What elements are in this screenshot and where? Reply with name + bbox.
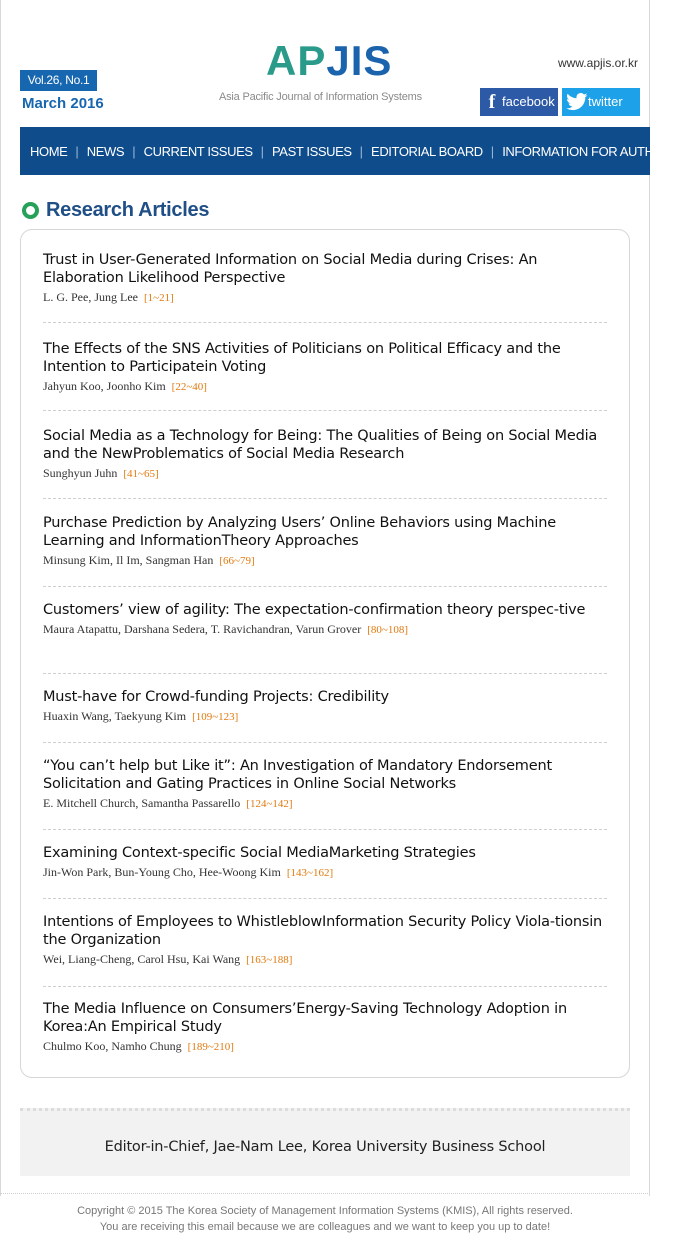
article-item[interactable] — [43, 601, 607, 638]
article-title[interactable]: Examining Context-specific Social MediaMarketing Strategies — [43, 845, 476, 861]
article-meta — [43, 465, 607, 482]
article-meta — [43, 1038, 607, 1055]
article-title[interactable]: “You can’t help but Like it”: An Investigation of Mandatory Endorsement Solicitation and Gating Practices in Online Social Networks — [43, 758, 552, 792]
logo-subtitle: Asia Pacific Journal of Information Systems — [219, 91, 422, 103]
logo-part-ap: AP — [266, 37, 327, 84]
article-item[interactable] — [43, 844, 607, 881]
article-meta — [43, 289, 607, 306]
twitter-button[interactable] — [562, 88, 640, 116]
article-pages: [109~123] — [192, 711, 239, 723]
article-authors: Jahyun Koo, Joonho Kim — [43, 379, 166, 393]
article-divider — [43, 673, 607, 674]
nav-news[interactable]: NEWS — [86, 143, 125, 159]
article-title[interactable]: Trust in User-Generated Information on Social Media during Crises: An Elaboration Likelihood Perspective — [43, 252, 538, 286]
nav-separator: | — [359, 143, 364, 159]
article-authors: E. Mitchell Church, Samantha Passarello — [43, 796, 241, 810]
article-divider — [43, 498, 607, 499]
article-pages: [22~40] — [171, 381, 207, 393]
facebook-label: facebook — [502, 94, 555, 109]
article-title[interactable]: Intentions of Employees to WhistleblowInformation Security Policy Viola-tionsin the Organization — [43, 914, 603, 948]
circle-bullet-icon — [22, 202, 39, 219]
subscription-notice: You are receiving this email because we are colleagues and we want to keep you up to date! — [99, 1221, 551, 1233]
logo-part-jis: JIS — [326, 37, 393, 84]
nav-home[interactable]: HOME — [30, 143, 68, 159]
article-pages: [163~188] — [246, 954, 293, 966]
article-authors: Minsung Kim, Il Im, Sangman Han — [43, 553, 214, 567]
nav-separator: | — [490, 143, 495, 159]
article-meta — [43, 552, 607, 569]
article-item[interactable] — [43, 514, 607, 569]
article-title[interactable]: Must-have for Crowd-funding Projects: Credibility — [43, 689, 389, 705]
issue-date: March 2016 — [22, 95, 104, 112]
article-meta — [43, 708, 607, 725]
article-pages: [66~79] — [219, 555, 255, 567]
facebook-button[interactable] — [480, 88, 558, 116]
article-item[interactable] — [43, 757, 607, 812]
article-item[interactable] — [43, 688, 607, 725]
article-title[interactable]: The Media Influence on Consumers’Energy-Saving Technology Adoption in Korea:An Empirical Study — [43, 1001, 567, 1035]
nav-information-for-authors[interactable]: INFORMATION FOR AUTHORS — [502, 143, 681, 159]
nav-current-issues[interactable]: CURRENT ISSUES — [143, 143, 253, 159]
article-pages: [143~162] — [286, 867, 334, 879]
articles-list — [20, 229, 630, 1078]
article-authors: Huaxin Wang, Taekyung Kim — [43, 709, 187, 723]
footer-editor-band — [20, 1108, 630, 1176]
article-meta — [43, 951, 607, 968]
article-divider — [43, 986, 607, 987]
apjis-logo[interactable] — [266, 37, 393, 84]
copyright-text: Copyright © 2015 The Korea Society of Management Information Systems (KMIS), All rights reserved. — [77, 1205, 573, 1217]
article-authors: Jin-Won Park, Bun-Young Cho, Hee-Woong Kim — [43, 865, 281, 879]
article-divider — [43, 742, 607, 743]
article-divider — [43, 586, 607, 587]
article-authors: Sunghyun Juhn — [43, 466, 118, 480]
article-item[interactable] — [43, 340, 607, 395]
article-authors: Maura Atapattu, Darshana Sedera, T. Ravichandran, Varun Grover — [43, 622, 362, 636]
article-pages: [1~21] — [143, 292, 174, 304]
twitter-bird-icon — [566, 88, 588, 116]
article-item[interactable] — [43, 251, 607, 306]
twitter-label: twitter — [588, 94, 623, 109]
article-divider — [43, 322, 607, 323]
article-pages: [189~210] — [187, 1041, 234, 1053]
article-divider — [43, 410, 607, 411]
issue-badge: Vol.26, No.1 — [20, 70, 97, 91]
article-title[interactable]: The Effects of the SNS Activities of Politicians on Political Efficacy and the Intention to Participatein Voting — [43, 341, 561, 375]
article-pages: [41~65] — [123, 468, 159, 480]
editor-in-chief: Editor-in-Chief, Jae-Nam Lee, Korea University Business School — [104, 1139, 546, 1155]
nav-editorial-board[interactable]: EDITORIAL BOARD — [371, 143, 483, 159]
facebook-icon: f — [488, 91, 496, 113]
article-item[interactable] — [43, 1000, 607, 1055]
article-meta — [43, 621, 607, 638]
article-authors: Wei, Liang-Cheng, Carol Hsu, Kai Wang — [43, 952, 241, 966]
article-authors: L. G. Pee, Jung Lee — [43, 290, 138, 304]
footer-divider — [0, 1193, 650, 1194]
article-divider — [43, 829, 607, 830]
section-title-text: Research Articles — [46, 199, 210, 221]
article-pages: [80~108] — [367, 624, 409, 636]
article-meta — [43, 864, 607, 881]
article-divider — [43, 898, 607, 899]
article-meta — [43, 378, 607, 395]
article-title[interactable]: Social Media as a Technology for Being: The Qualities of Being on Social Media and the NewProblematics of Social Media Research — [43, 428, 598, 462]
article-item[interactable] — [43, 913, 607, 968]
article-meta — [43, 795, 607, 812]
main-nav — [20, 127, 681, 175]
article-authors: Chulmo Koo, Namho Chung — [43, 1039, 182, 1053]
site-url-link[interactable]: www.apjis.or.kr — [557, 56, 638, 70]
nav-separator: | — [75, 143, 79, 159]
article-title[interactable]: Purchase Prediction by Analyzing Users’ Online Behaviors using Machine Learning and InformationTheory Approaches — [43, 515, 556, 549]
article-item[interactable] — [43, 427, 607, 482]
nav-separator: | — [260, 143, 264, 159]
nav-separator: | — [132, 143, 136, 159]
section-title — [22, 199, 209, 222]
nav-past-issues[interactable]: PAST ISSUES — [272, 143, 352, 159]
article-pages: [124~142] — [246, 798, 293, 810]
article-title[interactable]: Customers’ view of agility: The expectation-confirmation theory perspec-tive — [43, 602, 586, 618]
